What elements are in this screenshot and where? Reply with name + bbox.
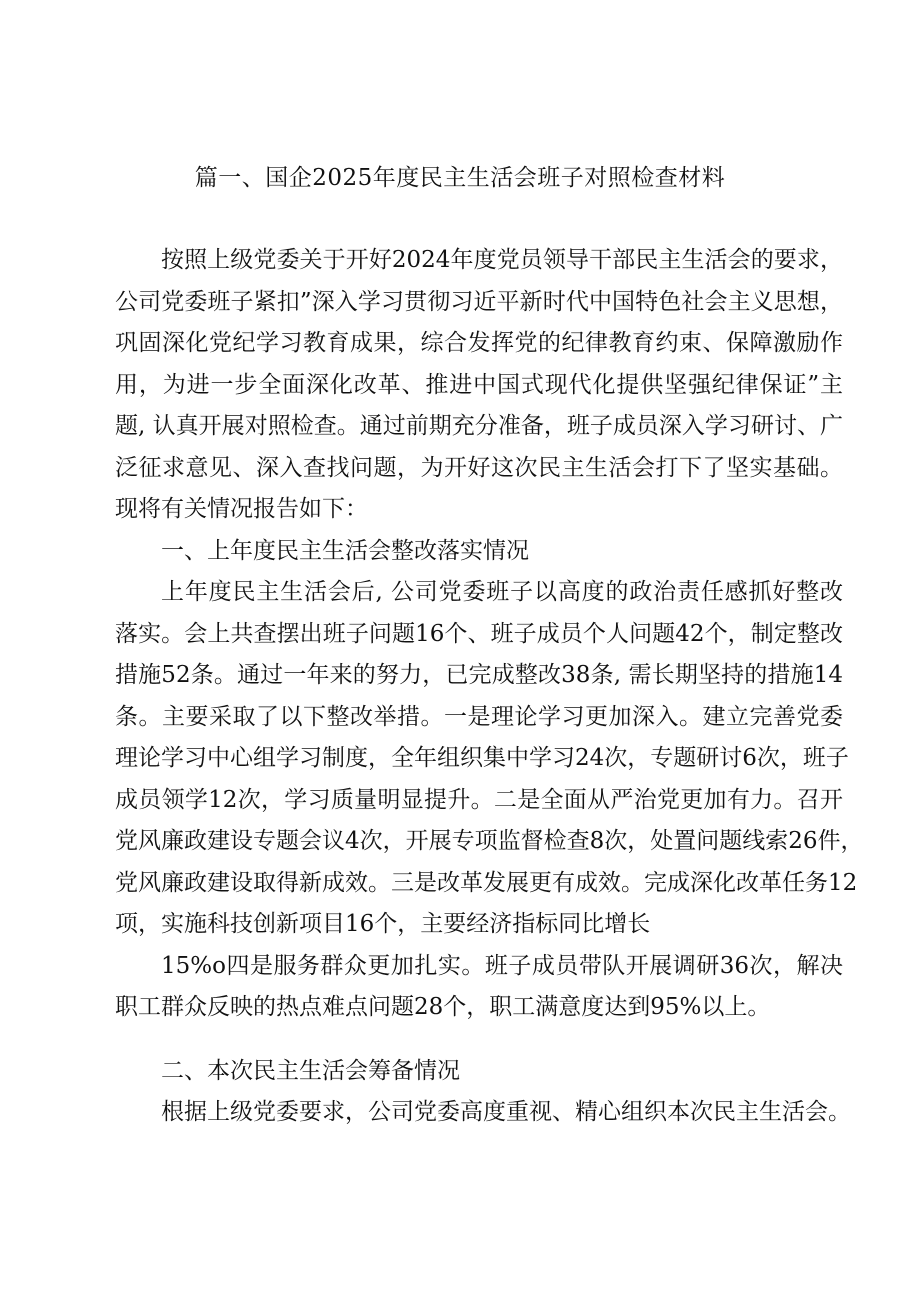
- paragraph-line: 党风廉政建设取得新成效。三是改革发展更有成效。完成深化改革任务12: [115, 869, 858, 896]
- paragraph-line: 按照上级党委关于开好2024年度党员领导干部民主生活会的要求，: [161, 247, 843, 273]
- section-heading: 二、本次民主生活会筹备情况: [161, 1057, 460, 1084]
- paragraph-line: 题, 认真开展对照检查。通过前期充分准备，班子成员深入学习研讨、广: [115, 413, 843, 439]
- paragraph-line: 用，为进一步全面深化改革、推进中国式现代化提供坚强纪律保证”主: [115, 371, 843, 398]
- paragraph-line: 落实。会上共查摆出班子问题16个、班子成员个人问题42个，制定整改: [115, 620, 843, 647]
- paragraph-gap: [115, 1029, 843, 1051]
- paragraph-line: 措施52条。通过一年来的努力，已完成整改38条, 需长期坚持的措施14: [115, 662, 843, 688]
- paragraph-line: 理论学习中心组学习制度，全年组织集中学习24次，专题研讨6次，班子: [115, 745, 849, 771]
- paragraph-line: 成员领学12次，学习质量明显提升。二是全面从严治党更加有力。召开: [115, 786, 843, 813]
- paragraph-line: 项，实施科技创新项目16个，主要经济指标同比增长: [115, 911, 651, 937]
- paragraph-line: 上年度民主生活会后, 公司党委班子以高度的政治责任感抓好整改: [161, 579, 843, 605]
- paragraph-line: 条。主要采取了以下整改举措。一是理论学习更加深入。建立完善党委: [115, 703, 843, 730]
- paragraph-line: 泛征求意见、深入查找问题，为开好这次民主生活会打下了坚实基础。: [115, 454, 843, 481]
- paragraph-line: 根据上级党委要求，公司党委高度重视、精心组织本次民主生活会。: [161, 1099, 851, 1125]
- paragraph-line: 公司党委班子紧扣”深入学习贯彻习近平新时代中国特色社会主义思想，: [115, 288, 843, 315]
- paragraph-line: 党风廉政建设专题会议4次，开展专项监督检查8次，处置问题线索26件，: [115, 828, 864, 854]
- document-body: [115, 240, 864, 1134]
- paragraph-line: 职工群众反映的热点难点问题28个，职工满意度达到95%以上。: [115, 994, 771, 1020]
- paragraph-line: 现将有关情况报告如下：: [115, 496, 368, 522]
- paragraph-line: 巩固深化党纪学习教育成果，综合发挥党的纪律教育约束、保障激励作: [115, 330, 843, 356]
- section-heading: 一、上年度民主生活会整改落实情况: [161, 537, 529, 564]
- document-title: 篇一、国企2025年度民主生活会班子对照检查材料: [194, 165, 726, 191]
- paragraph-line: 15%o四是服务群众更加扎实。班子成员带队开展调研36次，解决: [161, 952, 843, 979]
